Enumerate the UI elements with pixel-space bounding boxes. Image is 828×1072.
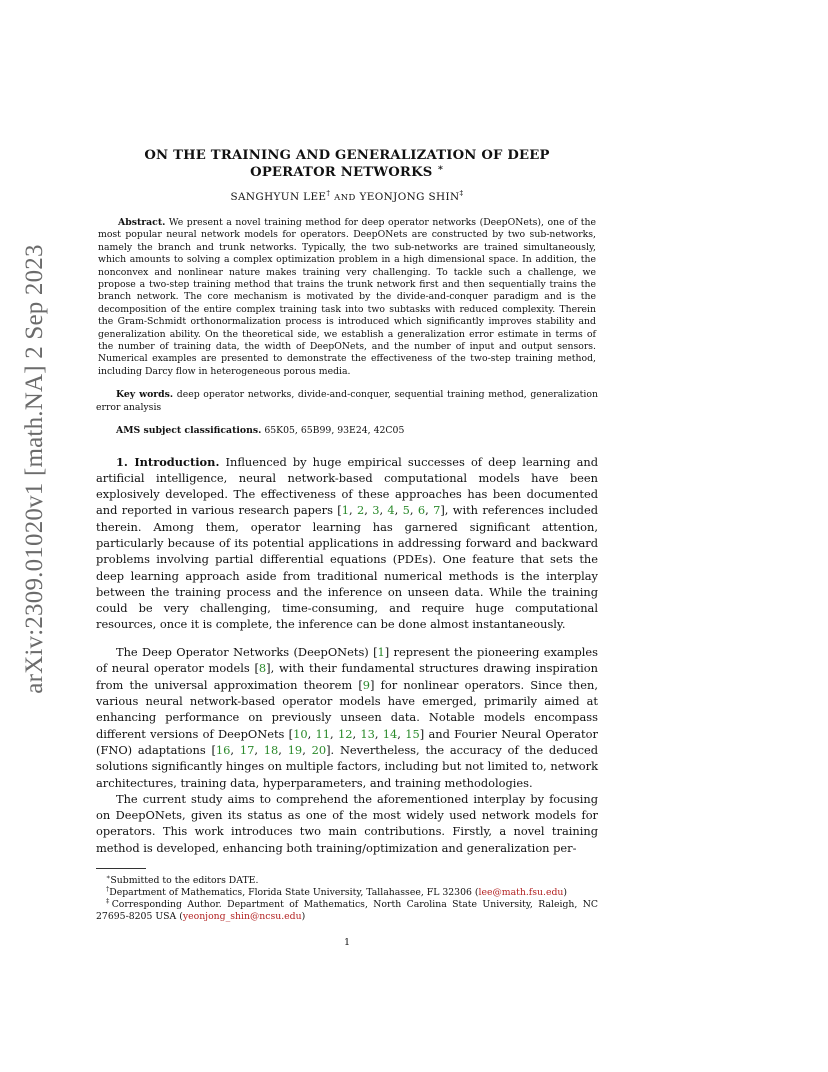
text-run: ]. Nevertheless, the accuracy of the deduced solutions significantly hinges on multiple factors, including but not limited to, network architectures, training data, hyperparameters, and training methodologies. bbox=[96, 742, 598, 790]
keywords-text: deep operator networks, divide-and-conquer, sequential training method, generalization error analysis bbox=[96, 389, 598, 413]
author-1: SANGHYUN LEE bbox=[230, 191, 327, 203]
footnotes bbox=[96, 872, 598, 923]
paper-title bbox=[96, 148, 598, 181]
title-line-2: OPERATOR NETWORKS bbox=[250, 164, 433, 180]
title-line-1: ON THE TRAINING AND GENERALIZATION OF DEEP bbox=[144, 148, 550, 163]
arxiv-stamp bbox=[0, 0, 60, 1072]
text-run: ] and Fourier Neural Operator (FNO) adaptations [ bbox=[96, 726, 598, 757]
abstract bbox=[96, 217, 598, 378]
text-run: The Deep Operator Networks (DeepONets) [ bbox=[116, 645, 378, 660]
keywords bbox=[96, 389, 598, 414]
ams-classifications bbox=[96, 425, 598, 437]
citation-link[interactable]: 1 bbox=[341, 503, 349, 518]
citation-link[interactable]: 20 bbox=[311, 742, 327, 757]
title-footnote-mark: ∗ bbox=[437, 162, 444, 174]
citation-link[interactable]: 14 bbox=[382, 726, 398, 741]
paper-page bbox=[96, 148, 598, 948]
author-1-mark: † bbox=[326, 188, 331, 198]
citation-link[interactable]: 6 bbox=[417, 503, 426, 518]
footnote-rule bbox=[96, 868, 146, 869]
email-link-lee[interactable]: lee@math.fsu.edu bbox=[478, 887, 564, 899]
footnote-2-text: Department of Mathematics, Florida State University, Tallahassee, FL 32306 ( bbox=[109, 887, 479, 899]
email-link-shin[interactable]: yeonjong_shin@ncsu.edu bbox=[182, 911, 302, 923]
author-list bbox=[96, 188, 598, 203]
author-and: AND bbox=[334, 193, 356, 203]
author-2-mark: ‡ bbox=[459, 188, 464, 198]
intro-paragraph-1: 1. Introduction. Influenced by huge empirical successes of deep learning and artificial intelligence, neural network-based computational models have been explosively developed. The effectiveness of these approaches has been documented and reported in various research papers [1, 2, 3, 4, 5, 6, 7], with references included therein. Among them, operator learning has garnered significant attention, particularly because of its potential applications in addressing forward and backward problems involving partial differential equations (PDEs). One feature that sets the deep learning approach aside from traditional numerical methods is the interplay between the training process and the inference on unseen data. While the training could be very challenging, time-consuming, and require huge computational resources, once it is complete, the inference can be done almost instantaneously. bbox=[96, 454, 598, 632]
citation-link[interactable]: 4 bbox=[387, 503, 395, 518]
author-2: YEONJONG SHIN bbox=[359, 191, 460, 203]
citation-link[interactable]: 12 bbox=[337, 726, 353, 741]
abstract-text: We present a novel training method for deep operator networks (DeepONets), one of the most popular neural network models for operators. DeepONets are constructed by two sub-networks, namely the branch and trunk networks. Typically, the two sub-networks are trained simultaneously, which amounts to solving a complex optimization problem in a high dimensional space. In addition, the nonconvex and nonlinear nature makes training very challenging. To tackle such a challenge, we propose a two-step training method that trains the trunk network first and then sequentially trains the branch network. The core mechanism is motivated by the divide-and-conquer paradigm and is the decomposition of the entire complex training task into two subtasks with reduced complexity. Therein the Gram-Schmidt orthonormalization process is introduced which significantly improves stability and generalization ability. On the theoretical side, we establish a generalization error estimate in terms of the number of training data, the width of DeepONets, and the number of input and output sensors. Numerical examples are presented to demonstrate the effectiveness of the two-step training method, including Darcy flow in heterogeneous porous media. bbox=[98, 217, 596, 377]
citation-link[interactable]: 16 bbox=[215, 742, 231, 757]
text-run: ] for nonlinear operators. Since then, various neural network-based operator models have emerged, primarily aimed at enhancing performance on previously unseen data. Notable models encompass different versions of DeepONets [ bbox=[96, 677, 598, 741]
text-run: ], with their fundamental structures drawing inspiration from the universal approximation theorem [ bbox=[96, 661, 599, 692]
footnote-3-close: ) bbox=[301, 911, 306, 923]
footnote-2-close: ) bbox=[563, 887, 568, 899]
text-run: ] represent the pioneering examples of neural operator models [ bbox=[96, 645, 598, 676]
ams-label: AMS subject classifications. bbox=[116, 425, 262, 437]
citation-link[interactable]: 3 bbox=[372, 503, 380, 518]
ams-text: 65K05, 65B99, 93E24, 42C05 bbox=[264, 425, 405, 437]
footnote-2 bbox=[96, 884, 598, 899]
section-heading: 1. Introduction. bbox=[116, 454, 220, 469]
text-run: Influenced by huge empirical successes of deep learning and artificial intelligence, neural network-based computational models have been explosively developed. The effectiveness of these approaches has been documented and reported in various research papers [ bbox=[96, 454, 598, 518]
citation-link[interactable]: 5 bbox=[402, 503, 410, 518]
citation-link[interactable]: 2 bbox=[356, 503, 365, 518]
abstract-label: Abstract. bbox=[118, 217, 166, 228]
intro-paragraph-2: The Deep Operator Networks (DeepONets) [1] represent the pioneering examples of neural operator models [8], with their fundamental structures drawing inspiration from the universal approximation theorem [9] for nonlinear operators. Since then, various neural network-based operator models have emerged, primarily aimed at enhancing performance on previously unseen data. Notable models encompass different versions of DeepONets [10, 11, 12, 13, 14, 15] and Fourier Neural Operator (FNO) adaptations [16, 17, 18, 19, 20]. Nevertheless, the accuracy of the deduced solutions significantly hinges on multiple factors, including but not limited to, network architectures, training data, hyperparameters, and training methodologies. bbox=[96, 645, 599, 790]
footnote-3-text: Corresponding Author. Department of Mathematics, North Carolina State University, Raleigh, NC 27695-8205 USA ( bbox=[96, 899, 598, 923]
citation-link[interactable]: 18 bbox=[263, 742, 279, 757]
footnote-1-mark: ∗ bbox=[106, 872, 111, 881]
footnote-1 bbox=[96, 872, 598, 887]
citation-link[interactable]: 9 bbox=[362, 677, 371, 692]
keywords-label: Key words. bbox=[116, 389, 174, 401]
citation-link[interactable]: 11 bbox=[315, 726, 331, 741]
footnote-1-text: Submitted to the editors DATE. bbox=[110, 875, 259, 887]
page-number: 1 bbox=[343, 937, 351, 949]
footnote-3-mark: ‡ bbox=[106, 896, 112, 905]
intro-paragraph-3: The current study aims to comprehend the aforementioned interplay by focusing on DeepONets, given its status as one of the most widely used network models for operators. This work introduces two main contributions. Firstly, a novel training method is developed, enhancing both training/optimization and generalization per- bbox=[96, 791, 598, 855]
citation-link[interactable]: 15 bbox=[405, 726, 420, 741]
citation-link[interactable]: 10 bbox=[293, 726, 308, 741]
citation-link[interactable]: 8 bbox=[258, 661, 267, 676]
footnote-3 bbox=[96, 896, 598, 923]
footnote-2-mark: † bbox=[106, 884, 110, 893]
text-run: ], with references included therein. Among them, operator learning has garnered significant attention, particularly because of its potential applications in addressing forward and backward problems involving partial differential equations (PDEs). One feature that sets the deep learning approach aside from traditional numerical methods is the interplay between the training process and the inference on unseen data. While the training could be very challenging, time-consuming, and require huge computational resources, once it is complete, the inference can be done almost instantaneously. bbox=[96, 503, 598, 632]
citation-link[interactable]: 7 bbox=[433, 503, 441, 518]
arxiv-identifier: arXiv:2309.01020v1 [math.NA] 2 Sep 2023 bbox=[21, 244, 48, 694]
citation-link[interactable]: 13 bbox=[360, 726, 375, 741]
citation-link[interactable]: 1 bbox=[377, 645, 385, 660]
citation-link[interactable]: 19 bbox=[287, 742, 303, 757]
citation-link[interactable]: 17 bbox=[239, 742, 255, 757]
